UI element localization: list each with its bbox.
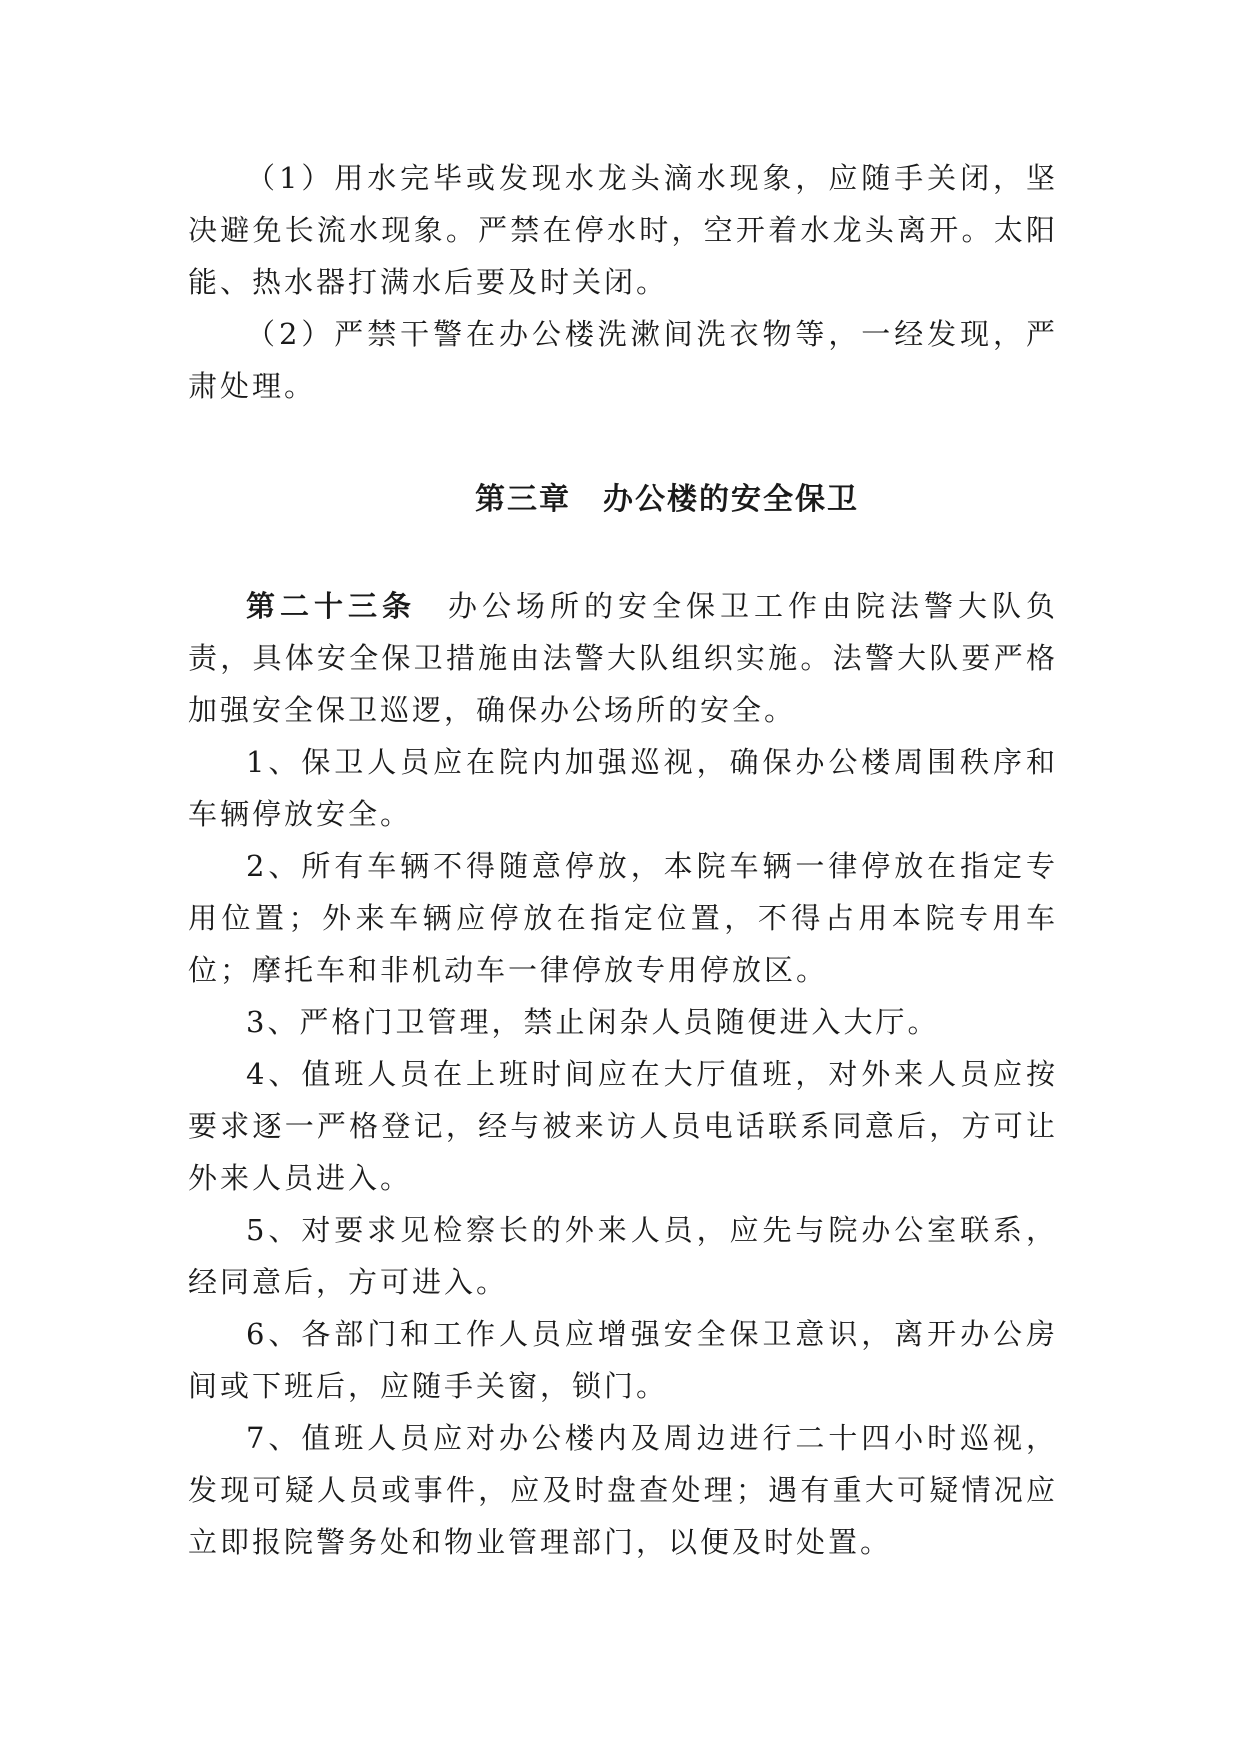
article-label: 第二十三条 — [246, 589, 416, 623]
chapter-title: 第三章 办公楼的安全保卫 — [475, 482, 859, 517]
list-item: 7、值班人员应对办公楼内及周边进行二十四小时巡视，发现可疑人员或事件，应及时盘查处理；遇有重大可疑情况应立即报院警务处和物业管理部门，以便及时处置。 — [188, 1421, 1058, 1559]
article-23 — [188, 580, 1058, 736]
list-item: 2、所有车辆不得随意停放，本院车辆一律停放在指定专用位置；外来车辆应停放在指定位置，不得占用本院专用车位；摩托车和非机动车一律停放专用停放区。 — [188, 849, 1058, 987]
document-page — [188, 152, 1058, 1568]
list-item: 3、严格门卫管理，禁止闲杂人员随便进入大厅。 — [246, 1005, 940, 1039]
list-item: 1、保卫人员应在院内加强巡视，确保办公楼周围秩序和车辆停放安全。 — [188, 745, 1058, 831]
paragraph-water-1: （1）用水完毕或发现水龙头滴水现象，应随手关闭，坚决避免长流水现象。严禁在停水时，空开着水龙头离开。太阳能、热水器打满水后要及时关闭。 — [188, 161, 1058, 299]
list-item: 4、值班人员在上班时间应在大厅值班，对外来人员应按要求逐一严格登记，经与被来访人员电话联系同意后，方可让外来人员进入。 — [188, 1057, 1058, 1195]
paragraph-water-2: （2）严禁干警在办公楼洗漱间洗衣物等，一经发现，严肃处理。 — [188, 317, 1058, 403]
list-item: 5、对要求见检察长的外来人员，应先与院办公室联系，经同意后，方可进入。 — [188, 1213, 1058, 1299]
article-text: 办公场所的安全保卫工作由院法警大队负责，具体安全保卫措施由法警大队组织实施。法警大队要严格加强安全保卫巡逻，确保办公场所的安全。 — [188, 589, 1058, 727]
list-item: 6、各部门和工作人员应增强安全保卫意识，离开办公房间或下班后，应随手关窗，锁门。 — [188, 1317, 1058, 1403]
